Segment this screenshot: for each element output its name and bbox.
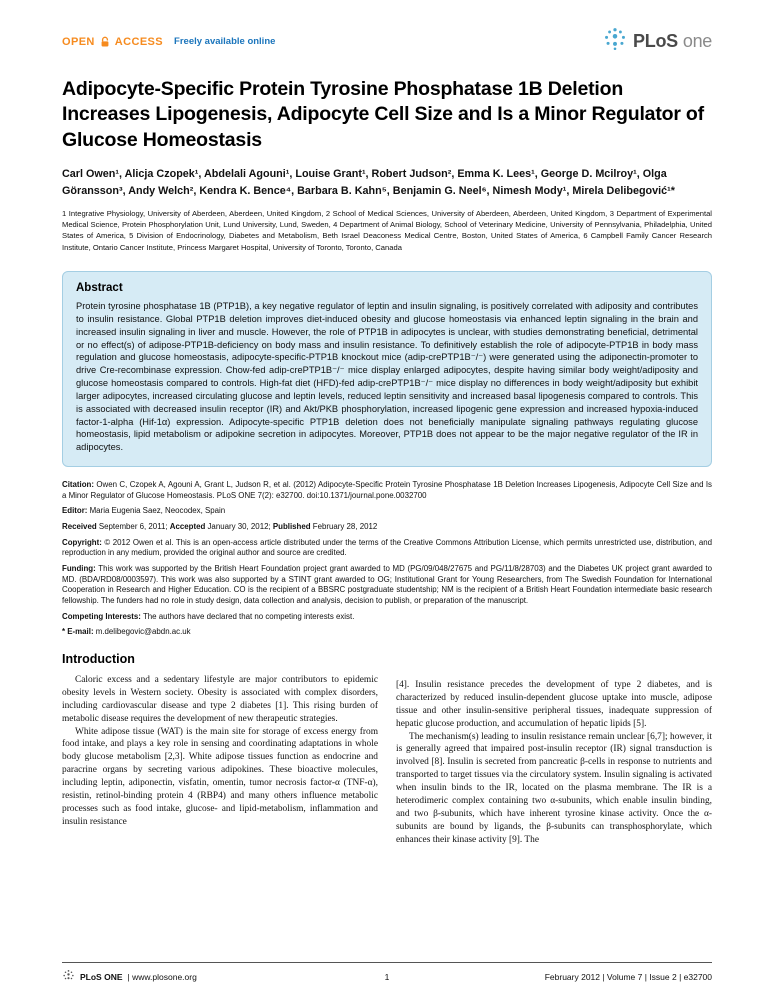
open-access-access-label: ACCESS [114,35,164,48]
plos-sphere-icon [602,26,628,57]
footer-plos-icon [62,969,75,984]
footer-issue-info: February 2012 | Volume 7 | Issue 2 | e32700 [544,971,713,982]
plos-one-logo [602,26,712,57]
competing-interests-text: The authors have declared that no competing interests exist. [140,611,355,621]
article-body [62,652,712,846]
citation-label: Citation: [62,480,94,489]
email-link[interactable]: m.delibegovic@abdn.ac.uk [93,627,191,637]
funding-label: Funding: [62,564,96,574]
left-column [62,652,378,846]
footer-journal-name: PLoS ONE [80,971,123,982]
copyright-label: Copyright: [62,537,102,547]
page-number: 1 [384,971,390,982]
intro-paragraph-1: Caloric excess and a sedentary lifestyle are major contributors to epidemic obesity levels in Western society. Obesity is associated with complex disorders, including cardiovascular disease and type 2 diabetes [1]. This rising burden of metabolic disease requires the development of new therapeutic strategies. [62,675,378,724]
citation-text: Owen C, Czopek A, Agouni A, Grant L, Judson R, et al. (2012) Adipocyte-Specific Protein Tyrosine Phosphatase 1B Deletion Increases Lipogenesis, Adipocyte Cell Size and Is a Minor Regulator of Glucose Homeostasis. PLoS ONE 7(2): e32700. doi:10.1371/journal.pone.0032700 [62,480,712,500]
intro-paragraph-3: [4]. Insulin resistance precedes the development of type 2 diabetes, and is characterized by reduced insulin-dependent glucose uptake into muscle, adipose tissue and other insulin-sensitive peripheral tissues, inadequate suppression of hepatic glucose production, and accumulation of hepatic lipids [5]. [396,680,712,729]
article-metadata [62,480,712,638]
email-label: * E-mail: [62,627,94,637]
email-line [62,627,712,638]
freely-available-text: Freely available online [174,36,276,47]
affiliations: 1 Integrative Physiology, University of Aberdeen, Aberdeen, United Kingdom, 2 School of Medical Sciences, University of Aberdeen, Aberdeen, United Kingdom, 3 Department of Experimental Medical Science, Protein Phosphorylation Unit, Lund University, Lund, Sweden, 4 Department of Animal Biology, School of Veterinary Medicine, University of Pennsylvania, Philadelphia, United States of America, 5 Division of Endocrinology, Diabetes and Metabolism, Beth Israel Deaconess Medical Centre, Boston, United States of America, 6 Campbell Family Cancer Research Institute, Ontario Cancer Institute, Princess Margaret Hospital, University of Toronto, Toronto, Canada [62,208,712,252]
accepted-date: January 30, 2012; [205,522,273,532]
footer-left [62,969,385,984]
published-date: February 28, 2012 [310,522,378,532]
introduction-heading: Introduction [62,652,135,667]
article-title: Adipocyte-Specific Protein Tyrosine Phosphatase 1B Deletion Increases Lipogenesis, Adipocyte Cell Size and Is a Minor Regulator of Glucose Homeostasis [62,78,704,151]
funding-text: This work was supported by the British Heart Foundation project grant awarded to MD (PG/09/048/27675 and PG/11/8/28703) and the Diabetes UK project grant awarded to MD. (BDA/RD08/0003597). This work was also supported by a STINT grant awarded to OG; Institutional Grant for Young Researchers, from The Swedish Foundation for International Cooperation in Research and Higher Education. CO is the recipient of a BBSRC postgraduate studentship; NM is the recipient of a British Heart Foundation intermediate basic research fellowship. The funders had no role in study design, data collection and analysis, decision to publish, or preparation of the manuscript. [62,564,712,606]
editor-text: Maria Eugenia Saez, Neocodex, Spain [87,506,226,516]
accepted-label: Accepted [169,522,206,532]
competing-interests-label: Competing Interests: [62,611,141,621]
open-access-open-label: OPEN [62,35,95,48]
funding-line [62,564,712,607]
logo-text-plos: PLoS [633,31,678,51]
page-footer [62,962,712,984]
logo-text-one: one [682,31,712,51]
editor-label: Editor: [62,506,88,516]
intro-paragraph-4: The mechanism(s) leading to insulin resistance remain unclear [6,7]; however, it is generally agreed that impaired post-insulin receptor (IR) signal transduction is involved [8]. Insulin is secreted from pancreatic β-cells in response to nutrients and transported to target tissues via the circulatory system. Insulin signaling is activated when insulin binds to the IR, located on the plasma membrane. The IR is a heterodimeric complex containing two α-subunits, which enable insulin binding, and two β-subunits, which have inherent tyrosine kinase activity. Once the α-subunits are bound by ligands, the β-subunits can transphosphorylate, which enhances their kinase activity [9]. The [396,731,712,845]
intro-paragraph-2: White adipose tissue (WAT) is the main site for storage of excess energy from food intake, and plays a key role in sensing and coordinating adaptations in whole body glucose metabolism [2,3]. White adipose tissues function as endocrine and paracrine organs by secreting various adipokines. These bioactive molecules, including leptin, adiponectin, visfatin, omentin, tumor necrosis factor-α (TNF-α), resistin, retinol-binding protein 4 (RBP4) and many others influence metabolic processes such as food intake, glucose- and lipid-metabolism, inflammation and insulin resistance [62,726,378,827]
abstract-text: Protein tyrosine phosphatase 1B (PTP1B), a key negative regulator of leptin and insulin signaling, is positively correlated with adiposity and contributes to insulin resistance. Global PTP1B deletion improves diet-induced obesity and glucose homeostasis via enhanced leptin signaling in the brain and increased insulin signaling in liver and muscle. However, the role of PTP1B in adipocytes is unclear, with studies demonstrating beneficial, detrimental or no effect(s) of adipose-PTP1B-deficiency on body mass and insulin resistance. To definitively establish the role of adipocyte-PTP1B in body mass regulation and glucose homeostasis, adipocyte-specific-PTP1B knockout mice (adip-crePTP1B⁻/⁻) were generated using the adiponectin-promoter to drive Cre-recombinase expression. Chow-fed adip-crePTP1B⁻/⁻ mice display enlarged adipocytes, despite having similar body weight/adiposity and glucose homeostasis compared to controls. High-fat diet (HFD)-fed adip-crePTP1B⁻/⁻ mice display no differences in body weight/adiposity but exhibit larger adipocytes, increased circulating glucose and leptin levels, reduced leptin sensitivity and increased basal lipogenesis compared to controls. This is associated with decreased insulin receptor (IR) and Akt/PKB phosphorylation, increased lipogenic gene expression and increased hypoxia-induced factor-1-alpha (Hif-1α) expression. Adipocyte-specific PTP1B deletion does not beneficially manipulate signaling pathways regulating glucose homeostasis, lipid metabolism or adipokine secretion in adipocytes. Moreover, PTP1B does not appear to be the major negative regulator of the IR in adipocytes. [76,301,698,453]
open-lock-icon [99,36,111,48]
author-list: Carl Owen¹, Alicja Czopek¹, Abdelali Agouni¹, Louise Grant¹, Robert Judson², Emma K. Lees¹, George D. Mcilroy¹, Olga Göransson³, Andy Welch², Kendra K. Bence⁴, Barbara B. Kahn⁵, Benjamin G. Neel⁶, Nimesh Mody¹, Mirela Delibegović¹* [62,168,675,197]
abstract-box [62,271,712,467]
abstract-heading: Abstract [76,282,123,295]
copyright-text: © 2012 Owen et al. This is an open-access article distributed under the terms of the Creative Commons Attribution License, which permits unrestricted use, distribution, and reproduction in any medium, provided the original author and source are credited. [62,537,712,558]
received-date: September 6, 2011; [96,522,170,532]
copyright-line [62,538,712,559]
dates-line [62,522,712,533]
competing-interests-line [62,612,712,623]
published-label: Published [272,522,311,532]
right-column [396,652,712,846]
citation-line [62,480,712,501]
open-access-badge [62,36,275,48]
received-label: Received [62,522,97,532]
page-header [62,26,712,57]
editor-line [62,506,712,517]
footer-site-url: | www.plosone.org [127,971,197,982]
